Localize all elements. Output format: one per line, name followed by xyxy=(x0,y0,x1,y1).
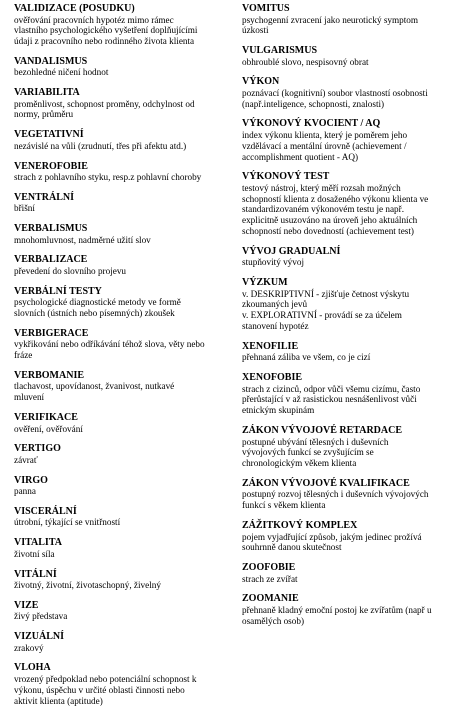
definition-line: bezohledné ničení hodnot xyxy=(14,67,109,78)
glossary-entry xyxy=(14,129,239,151)
definition-line: zkoumaných jevů xyxy=(242,299,308,310)
glossary-entry xyxy=(242,45,454,67)
definition-line: explicitně usuzováno na úroveň jeho aktuálních xyxy=(242,215,418,226)
definition-line: životný, životní, životaschopný, živelný xyxy=(14,580,161,591)
glossary-term: ZÁKON VÝVOJOVÉ RETARDACE xyxy=(242,425,402,437)
glossary-term: VIZE xyxy=(14,599,39,611)
glossary-definition xyxy=(14,455,239,466)
definition-line: břišní xyxy=(14,203,35,214)
glossary-definition xyxy=(242,130,454,162)
glossary-entry xyxy=(14,412,239,434)
glossary-definition xyxy=(242,88,454,110)
definition-line: stupňovitý vývoj xyxy=(242,257,305,268)
glossary-entry xyxy=(14,443,239,465)
glossary-entry xyxy=(14,600,239,622)
glossary-entry xyxy=(14,370,239,403)
glossary-entry xyxy=(242,76,454,109)
definition-line: obhroublé slovo, nespisovný obrat xyxy=(242,56,369,67)
glossary-definition xyxy=(14,172,239,183)
glossary-entry xyxy=(242,562,454,584)
glossary-definition xyxy=(242,437,454,469)
definition-line: standardizovaném výkonovém testu je např. xyxy=(242,204,405,215)
glossary-definition xyxy=(14,486,239,497)
glossary-definition xyxy=(242,352,454,363)
glossary-term: ZÁKON VÝVOJOVÉ KVALIFIKACE xyxy=(242,477,410,489)
definition-line: převedení do slovního projevu xyxy=(14,265,127,276)
definition-line: tlachavost, upovídanost, žvanivost, nutkavé xyxy=(14,381,175,392)
glossary-term: VÝVOJ GRADUALNÍ xyxy=(242,245,341,257)
definition-line: psychogenní zvracení jako neurotický symptom xyxy=(242,14,419,25)
definition-line: v. EXPLORATIVNÍ - provádí se za účelem xyxy=(242,310,402,321)
glossary-term: ZOOFOBIE xyxy=(242,562,296,574)
glossary-entry xyxy=(14,662,239,706)
glossary-term: VERBOMANIE xyxy=(14,369,85,381)
glossary-term: VÝZKUM xyxy=(242,277,288,289)
definition-line: závrať xyxy=(14,454,38,465)
glossary-entry xyxy=(14,161,239,183)
definition-line: úzkosti xyxy=(242,25,269,36)
glossary-entry xyxy=(14,192,239,214)
definition-line: vývojových funkcí se zvyšujícím se xyxy=(242,447,374,458)
glossary-entry xyxy=(242,118,454,162)
glossary-definition xyxy=(14,203,239,214)
definition-line: živý představa xyxy=(14,611,68,622)
glossary-definition xyxy=(242,605,454,627)
definition-line: fráze xyxy=(14,350,33,361)
glossary-entry xyxy=(14,87,239,120)
glossary-definition xyxy=(14,580,239,591)
glossary-definition xyxy=(14,141,239,152)
glossary-term: VENEROFOBIE xyxy=(14,160,88,172)
glossary-column-left xyxy=(14,3,239,715)
glossary-entry xyxy=(242,341,454,363)
glossary-definition xyxy=(14,266,239,277)
glossary-entry xyxy=(242,246,454,268)
definition-line: souhrnně danou skutečnost xyxy=(242,542,342,553)
glossary-entry xyxy=(242,593,454,626)
definition-line: mnohomluvnost, nadměrné užití slov xyxy=(14,234,151,245)
definition-line: zrakový xyxy=(14,642,44,653)
definition-line: stanovení hypotéz xyxy=(242,321,309,332)
glossary-entry xyxy=(14,569,239,591)
glossary-definition xyxy=(242,15,454,37)
glossary-term: VERBIGERACE xyxy=(14,327,89,339)
glossary-term: VITÁLNÍ xyxy=(14,568,57,580)
definition-line: schopností klienta z dosaženého výkonu klienta ve xyxy=(242,193,429,204)
definition-line: etnickým skupinám xyxy=(242,405,315,416)
glossary-entry xyxy=(14,254,239,276)
definition-line: v. DESKRIPTIVNÍ - zjišťuje četnost výskytu xyxy=(242,288,410,299)
glossary-term: VOMITUS xyxy=(242,3,290,14)
glossary-definition xyxy=(242,532,454,554)
glossary-term: ZOOMANIE xyxy=(242,593,299,605)
definition-line: vrozený předpoklad nebo potenciální schopnost k xyxy=(14,673,197,684)
glossary-term: VEGETATIVNÍ xyxy=(14,129,84,141)
glossary-term: VANDALISMUS xyxy=(14,55,88,67)
glossary-entry xyxy=(242,520,454,553)
definition-line: ověření, ověřování xyxy=(14,423,83,434)
glossary-column-right xyxy=(242,3,454,636)
glossary-term: VARIABILITA xyxy=(14,87,80,99)
definition-line: vykřikování nebo odříkávání téhož slova, věty nebo xyxy=(14,339,205,350)
glossary-entry xyxy=(242,425,454,469)
glossary-term: VERBALISMUS xyxy=(14,223,88,235)
glossary-definition xyxy=(14,424,239,435)
glossary-entry xyxy=(14,631,239,653)
glossary-entry xyxy=(242,277,454,332)
glossary-entry xyxy=(242,171,454,236)
glossary-definition xyxy=(14,381,239,403)
glossary-definition xyxy=(242,574,454,585)
glossary-term: VISCERÁLNÍ xyxy=(14,505,77,517)
definition-line: poznávací (kognitivní) soubor vlastností osobnosti xyxy=(242,87,428,98)
definition-line: index výkonu klienta, který je poměrem jeho xyxy=(242,129,408,140)
definition-line: útrobní, týkající se vnitřností xyxy=(14,517,121,528)
definition-line: accomplishment quotient - AQ) xyxy=(242,151,359,162)
glossary-entry xyxy=(14,223,239,245)
glossary-term: VÝKONOVÝ KVOCIENT / AQ xyxy=(242,118,381,130)
definition-line: normy, průměru xyxy=(14,109,74,120)
glossary-definition xyxy=(14,643,239,654)
glossary-definition xyxy=(242,257,454,268)
glossary-term: ZÁŽITKOVÝ KOMPLEX xyxy=(242,520,358,532)
glossary-definition xyxy=(14,611,239,622)
glossary-definition xyxy=(242,384,454,416)
glossary-term: VÝKONOVÝ TEST xyxy=(242,171,330,183)
glossary-term: VIRGO xyxy=(14,474,48,486)
glossary-entry xyxy=(242,3,454,36)
glossary-entry xyxy=(14,56,239,78)
glossary-definition xyxy=(14,67,239,78)
definition-line: pojem vyjadřující způsob, jakým jedinec prožívá xyxy=(242,531,422,542)
definition-line: výkonu, úspěchu v určité oblasti činnosti nebo xyxy=(14,684,185,695)
glossary-term: XENOFILIE xyxy=(242,340,299,352)
glossary-entry xyxy=(242,372,454,416)
definition-line: postupné ubývání tělesných i duševních xyxy=(242,436,389,447)
definition-line: přehnaně kladný emoční postoj ke zvířatům (např u xyxy=(242,604,432,615)
glossary-entry xyxy=(242,478,454,511)
definition-line: chronologickým věkem klienta xyxy=(242,458,357,469)
glossary-entry xyxy=(14,475,239,497)
glossary-term: VITALITA xyxy=(14,537,62,549)
definition-line: psychologické diagnostické metody ve formě xyxy=(14,297,181,308)
glossary-definition xyxy=(242,289,454,332)
definition-line: nezávislé na vůli (zrudnutí, třes při afektu atd.) xyxy=(14,140,187,151)
glossary-definition xyxy=(14,99,239,121)
glossary-entry xyxy=(14,506,239,528)
glossary-definition xyxy=(14,549,239,560)
definition-line: postupný rozvoj tělesných i duševních vývojových xyxy=(242,489,429,500)
definition-line: panna xyxy=(14,486,36,497)
glossary-term: VERTIGO xyxy=(14,443,61,455)
glossary-definition xyxy=(14,235,239,246)
definition-line: strach ze zvířat xyxy=(242,573,298,584)
glossary-definition xyxy=(14,517,239,528)
definition-line: funkcí s věkem klienta xyxy=(242,500,326,511)
definition-line: mluvení xyxy=(14,392,45,403)
definition-line: přerůstající v až rasistickou nesnášenlivost vůči xyxy=(242,394,417,405)
glossary-definition xyxy=(242,183,454,237)
glossary-definition xyxy=(14,297,239,319)
definition-line: schopností nebo dovedností (achievement test) xyxy=(242,226,414,237)
definition-line: vlastního psychologického vyšetření doplňujícími xyxy=(14,25,198,36)
glossary-entry xyxy=(14,3,239,47)
glossary-term: VERBÁLNÍ TESTY xyxy=(14,285,102,297)
glossary-term: VERIFIKACE xyxy=(14,412,78,424)
definition-line: vzdělávací a mentální úrovně (achievement / xyxy=(242,140,407,151)
definition-line: přehnaná záliba ve všem, co je cizí xyxy=(242,352,371,363)
definition-line: testový nástroj, který měří rozsah možných xyxy=(242,182,401,193)
definition-line: životní síla xyxy=(14,548,55,559)
glossary-term: VENTRÁLNÍ xyxy=(14,191,75,203)
glossary-term: XENOFOBIE xyxy=(242,372,303,384)
glossary-term: VIZUÁLNÍ xyxy=(14,631,65,643)
glossary-term: VULGARISMUS xyxy=(242,45,318,57)
glossary-term: VALIDIZACE (POSUDKU) xyxy=(14,3,135,14)
glossary-entry xyxy=(14,537,239,559)
definition-line: (např.inteligence, schopnosti, znalosti) xyxy=(242,98,385,109)
glossary-entry xyxy=(14,286,239,319)
definition-line: osamělých osob) xyxy=(242,615,305,626)
definition-line: strach z pohlavního styku, resp.z pohlavní choroby xyxy=(14,172,202,183)
definition-line: slovních (ústních nebo písemných) zkoušek xyxy=(14,308,175,319)
glossary-entry xyxy=(14,328,239,361)
glossary-term: VLOHA xyxy=(14,662,51,674)
definition-line: aktivit klienta (aptitude) xyxy=(14,695,103,706)
definition-line: proměnlivost, schopnost proměny, odchylnost od xyxy=(14,98,195,109)
glossary-definition xyxy=(14,339,239,361)
definition-line: ověřování pracovních hypotéz mimo rámec xyxy=(14,14,174,25)
definition-line: údaji z pracovního nebo rodinného života klienta xyxy=(14,36,195,47)
glossary-definition xyxy=(14,674,239,706)
glossary-term: VERBALIZACE xyxy=(14,254,88,266)
glossary-term: VÝKON xyxy=(242,76,280,88)
definition-line: strach z cizinců, odpor vůči všemu cizímu, často xyxy=(242,383,421,394)
glossary-definition xyxy=(242,57,454,68)
glossary-definition xyxy=(14,15,239,47)
glossary-definition xyxy=(242,489,454,511)
